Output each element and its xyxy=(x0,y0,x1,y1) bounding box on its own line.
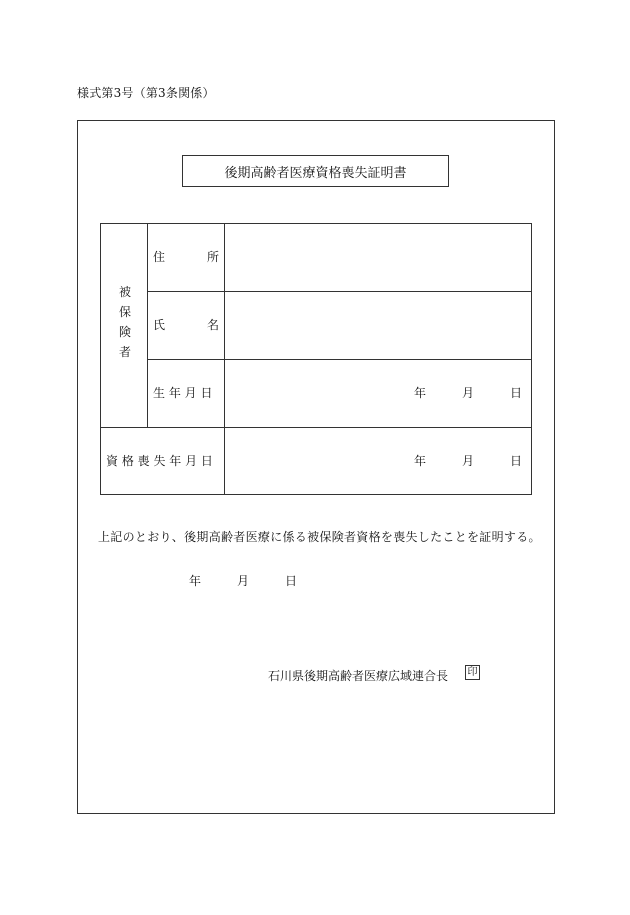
insured-char: 者 xyxy=(118,345,131,359)
name-field[interactable] xyxy=(226,293,530,358)
table-border-left xyxy=(100,223,101,495)
seal-stamp: 印 xyxy=(465,665,480,680)
loss-date-month-unit: 月 xyxy=(462,454,475,468)
loss-date-year-unit: 年 xyxy=(414,454,427,468)
loss-date-field[interactable] xyxy=(226,429,530,493)
birthdate-year-unit: 年 xyxy=(414,386,427,400)
name-label-2: 名 xyxy=(207,318,220,332)
insured-char: 保 xyxy=(118,305,131,319)
issuer-name: 石川県後期高齢者医療広域連合長 xyxy=(268,669,449,683)
insured-char: 険 xyxy=(118,325,131,339)
birthdate-day-unit: 日 xyxy=(510,386,523,400)
insured-label xyxy=(118,282,132,362)
birthdate-label: 生 年 月 日 xyxy=(153,386,213,400)
form-title: 後期高齢者医療資格喪失証明書 xyxy=(182,155,449,187)
loss-date-day-unit: 日 xyxy=(510,454,523,468)
address-label-1: 住 xyxy=(153,250,166,264)
birthdate-month-unit: 月 xyxy=(462,386,475,400)
table-row-line-1 xyxy=(147,291,532,292)
issue-year-unit: 年 xyxy=(189,574,202,588)
table-divider-insured xyxy=(147,223,148,427)
address-field[interactable] xyxy=(226,225,530,290)
loss-date-label: 資 格 喪 失 年 月 日 xyxy=(106,454,213,468)
table-border-bottom xyxy=(100,494,532,495)
table-border-top xyxy=(100,223,532,224)
birthdate-field[interactable] xyxy=(226,361,530,426)
address-label-2: 所 xyxy=(207,250,220,264)
table-row-line-2 xyxy=(147,359,532,360)
issue-day-unit: 日 xyxy=(285,574,298,588)
table-row-line-3 xyxy=(100,427,532,428)
form-number: 様式第3号（第3条関係） xyxy=(77,86,215,100)
certification-statement: 上記のとおり、後期高齢者医療に係る被保険者資格を喪失したことを証明する。 xyxy=(98,530,541,544)
name-label-1: 氏 xyxy=(153,318,166,332)
issue-month-unit: 月 xyxy=(237,574,250,588)
insured-char: 被 xyxy=(118,285,131,299)
